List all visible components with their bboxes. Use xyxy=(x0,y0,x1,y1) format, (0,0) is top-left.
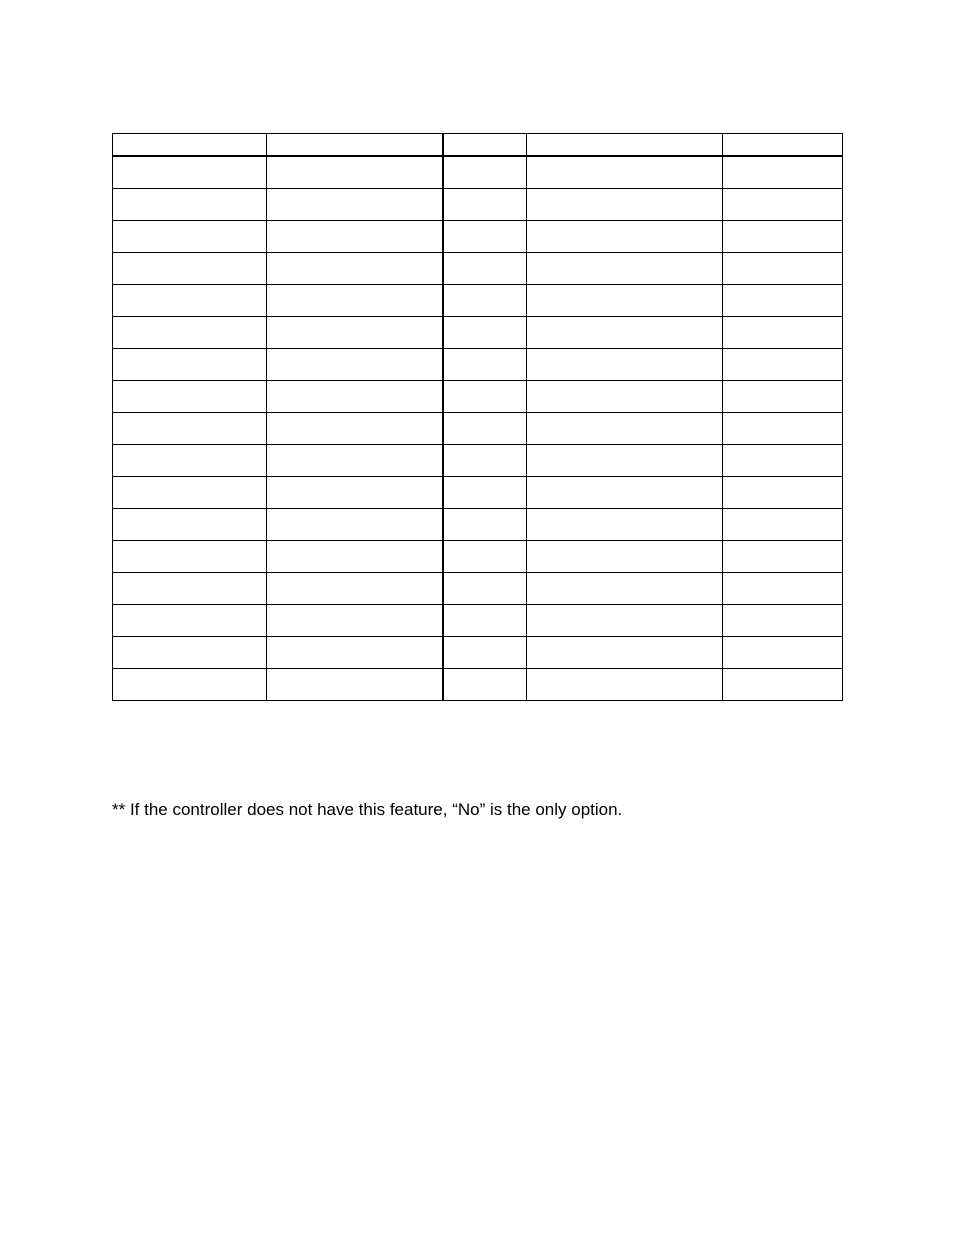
table-cell xyxy=(723,509,843,541)
table-cell xyxy=(443,669,527,701)
table-row xyxy=(113,349,843,381)
table-cell xyxy=(723,413,843,445)
table-cell xyxy=(113,413,267,445)
table-cell xyxy=(443,413,527,445)
table-cell xyxy=(443,253,527,285)
table-cell xyxy=(527,349,723,381)
table-cell xyxy=(527,317,723,349)
table-header-cell xyxy=(113,134,267,157)
table-row xyxy=(113,509,843,541)
table-cell xyxy=(723,317,843,349)
table-header-cell xyxy=(527,134,723,157)
table-cell xyxy=(443,477,527,509)
table-cell xyxy=(527,605,723,637)
data-table xyxy=(112,133,843,701)
table-cell xyxy=(723,541,843,573)
table-row xyxy=(113,285,843,317)
table-cell xyxy=(267,445,443,477)
table-row xyxy=(113,317,843,349)
table-body xyxy=(113,134,843,701)
table-cell xyxy=(443,285,527,317)
table-cell xyxy=(113,573,267,605)
table-cell xyxy=(723,285,843,317)
table-cell xyxy=(113,285,267,317)
table-cell xyxy=(113,349,267,381)
table-cell xyxy=(267,349,443,381)
table-cell xyxy=(267,605,443,637)
table-cell xyxy=(723,189,843,221)
table-header-cell xyxy=(723,134,843,157)
table-cell xyxy=(527,477,723,509)
table-row xyxy=(113,445,843,477)
table-cell xyxy=(443,349,527,381)
table-cell xyxy=(267,637,443,669)
table-cell xyxy=(443,221,527,253)
table-cell xyxy=(267,317,443,349)
table-cell xyxy=(723,605,843,637)
table-cell xyxy=(267,477,443,509)
table-cell xyxy=(443,156,527,189)
table-cell xyxy=(267,285,443,317)
table-cell xyxy=(723,669,843,701)
table-cell xyxy=(527,445,723,477)
table-cell xyxy=(113,221,267,253)
table-row xyxy=(113,253,843,285)
table-cell xyxy=(723,253,843,285)
table-row xyxy=(113,477,843,509)
table-cell xyxy=(113,445,267,477)
table-cell xyxy=(723,381,843,413)
table-header-cell xyxy=(267,134,443,157)
table-cell xyxy=(443,573,527,605)
table-cell xyxy=(723,349,843,381)
table-cell xyxy=(723,573,843,605)
table-cell xyxy=(113,381,267,413)
table-row xyxy=(113,605,843,637)
table-cell xyxy=(267,413,443,445)
table-header-row xyxy=(113,134,843,157)
table-cell xyxy=(267,509,443,541)
table-cell xyxy=(723,445,843,477)
table-cell xyxy=(267,381,443,413)
table-cell xyxy=(723,221,843,253)
table-cell xyxy=(113,509,267,541)
table-cell xyxy=(527,509,723,541)
table-cell xyxy=(527,189,723,221)
table-cell xyxy=(527,221,723,253)
table-cell xyxy=(113,477,267,509)
table-cell xyxy=(113,317,267,349)
table-cell xyxy=(527,669,723,701)
table-cell xyxy=(443,509,527,541)
table-cell xyxy=(113,669,267,701)
table-cell xyxy=(267,221,443,253)
table-cell xyxy=(113,637,267,669)
table-row xyxy=(113,637,843,669)
table-cell xyxy=(527,156,723,189)
table-cell xyxy=(527,253,723,285)
table-row xyxy=(113,189,843,221)
table-cell xyxy=(113,253,267,285)
table-row xyxy=(113,413,843,445)
table-cell xyxy=(443,317,527,349)
table-row xyxy=(113,221,843,253)
table-cell xyxy=(443,189,527,221)
table-cell xyxy=(443,605,527,637)
table-cell xyxy=(267,541,443,573)
table-cell xyxy=(443,637,527,669)
footnote-text: ** If the controller does not have this feature, “No” is the only option. xyxy=(112,800,623,819)
table-row xyxy=(113,541,843,573)
table-cell xyxy=(527,637,723,669)
table-cell xyxy=(267,253,443,285)
table-cell xyxy=(527,413,723,445)
table-row xyxy=(113,381,843,413)
table-cell xyxy=(443,541,527,573)
table-cell xyxy=(113,605,267,637)
table-cell xyxy=(443,381,527,413)
table-cell xyxy=(267,189,443,221)
table-row xyxy=(113,156,843,189)
table-row xyxy=(113,573,843,605)
table-cell xyxy=(267,156,443,189)
table-cell xyxy=(723,156,843,189)
table-cell xyxy=(113,541,267,573)
table-cell xyxy=(267,573,443,605)
table-cell xyxy=(113,189,267,221)
table-cell xyxy=(723,637,843,669)
table-cell xyxy=(527,381,723,413)
table-header-cell xyxy=(443,134,527,157)
table-cell xyxy=(443,445,527,477)
table-cell xyxy=(527,541,723,573)
table-cell xyxy=(527,285,723,317)
table-cell xyxy=(267,669,443,701)
table-cell xyxy=(113,156,267,189)
table-cell xyxy=(723,477,843,509)
table-cell xyxy=(527,573,723,605)
table-row xyxy=(113,669,843,701)
